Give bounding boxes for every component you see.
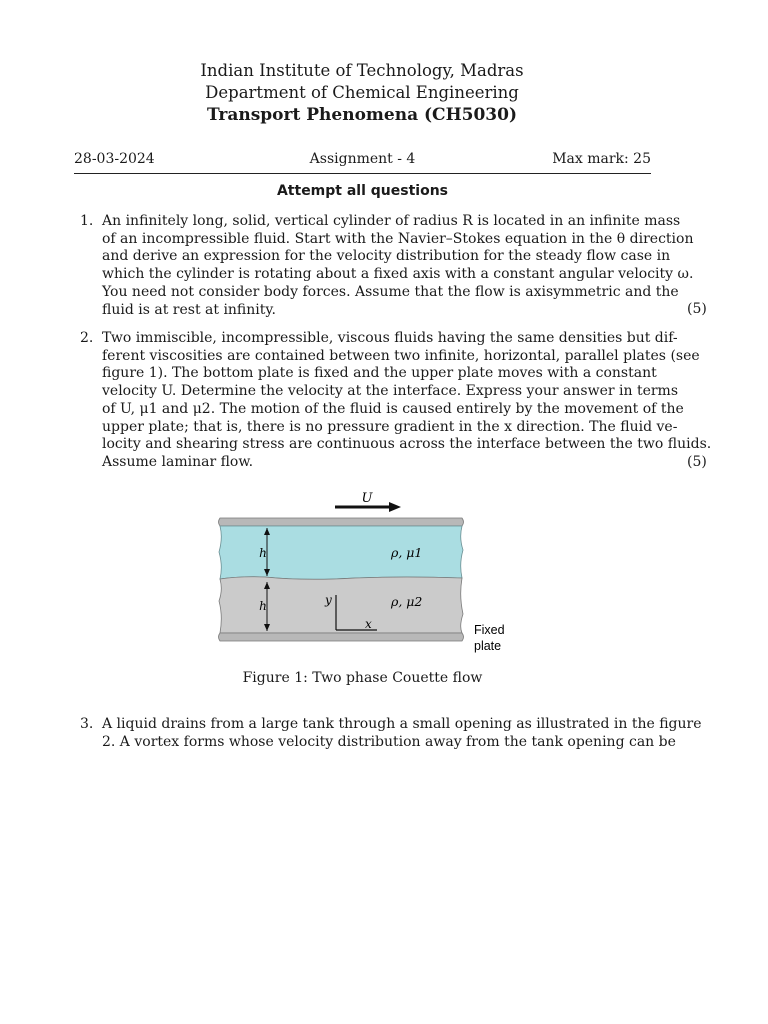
question-line: and derive an expression for the velocity distribution for the steady flow case in [102, 248, 671, 265]
question-line: of an incompressible fluid. Start with the Navier–Stokes equation in the θ direction [102, 230, 694, 247]
fixed-plate-label: plate [474, 639, 502, 653]
question-line: velocity U. Determine the velocity at the interface. Express your answer in terms [102, 383, 679, 400]
question-line: locity and shearing stress are continuous across the interface between the two fluids. [102, 436, 712, 453]
velocity-arrowhead [389, 502, 401, 512]
question-1-marks: (5) [687, 301, 707, 317]
y-axis-label: y [325, 593, 332, 607]
question-line: ferent viscosities are contained between two infinite, horizontal, parallel plates (see [102, 347, 700, 364]
institute-name: Indian Institute of Technology, Madras [200, 61, 524, 80]
course-title: Transport Phenomena (CH5030) [206, 105, 518, 125]
fixed-plate [219, 633, 464, 641]
h-bottom-label: h [259, 599, 267, 613]
question-line: which the cylinder is rotating about a fixed axis with a constant angular velocity ω. [102, 266, 694, 283]
header-rule [74, 173, 651, 174]
upper-plate [219, 518, 464, 526]
question-number: 1. [80, 213, 94, 229]
date: 28-03-2024 [74, 151, 155, 167]
fixed-plate-label: Fixed [474, 623, 505, 637]
question-number: 2. [80, 330, 94, 346]
max-mark: Max mark: 25 [552, 151, 651, 167]
assignment-number: Assignment - 4 [309, 151, 416, 167]
fluid-1-region [219, 526, 463, 579]
meta-row [74, 151, 651, 171]
x-axis-label: x [365, 617, 372, 631]
question-line: Assume laminar flow. [102, 453, 254, 470]
fluid-2-label: ρ, μ2 [391, 594, 423, 609]
question-line: figure 1). The bottom plate is fixed and the upper plate moves with a constant [102, 365, 657, 382]
question-line: You need not consider body forces. Assume that the flow is axisymmetric and the [102, 283, 679, 300]
question-line: fluid is at rest at infinity. [102, 301, 276, 318]
question-line: An infinitely long, solid, vertical cylinder of radius R is located in an infinite mass [102, 213, 681, 229]
question-line: upper plate; that is, there is no pressure gradient in the x direction. The fluid ve- [102, 418, 678, 435]
figure-caption: Figure 1: Two phase Couette flow [242, 670, 483, 686]
question-line: Two immiscible, incompressible, viscous fluids having the same densities but dif- [102, 330, 678, 346]
question-line: of U, μ1 and μ2. The motion of the fluid is caused entirely by the movement of the [102, 400, 684, 417]
h-top-label: h [259, 546, 267, 560]
question-number: 3. [80, 716, 94, 732]
department-name: Department of Chemical Engineering [205, 83, 519, 102]
instructions: Attempt all questions [276, 183, 449, 199]
fluid-2-region [219, 577, 463, 633]
question-line: A liquid drains from a large tank through a small opening as illustrated in the figure [102, 716, 702, 732]
question-line: 2. A vortex forms whose velocity distribution away from the tank opening can be [102, 733, 676, 750]
couette-flow-figure [205, 486, 515, 658]
velocity-label: U [361, 491, 373, 506]
question-2-marks: (5) [687, 454, 707, 470]
fluid-1-label: ρ, μ1 [391, 545, 423, 560]
